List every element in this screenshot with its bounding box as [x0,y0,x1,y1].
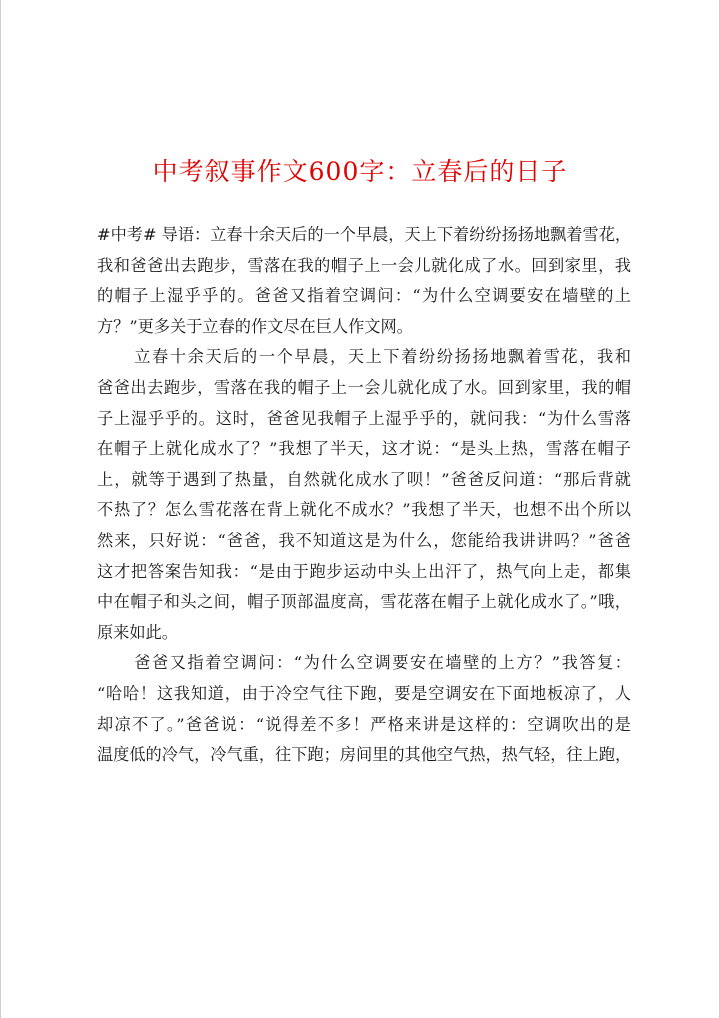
text-line: 却凉不了。”爸爸说：“说得差不多！严格来讲是这样的：空调吹出的是 [97,714,631,734]
text-line: 爸爸又指着空调问：“为什么空调要安在墙壁的上方？”我答复： [134,653,631,673]
document-body [97,220,631,771]
paragraph-snow [97,342,631,648]
text-line: 上，就等于遇到了热量，自然就化成水了呗！”爸爸反问道：“那后背就 [97,469,631,489]
paragraph-aircon [97,648,631,770]
text-line: 方？”更多关于立春的作文尽在巨人作文网。 [97,316,413,336]
text-line: 子上湿乎乎的。这时，爸爸见我帽子上湿乎乎的，就问我：“为什么雪落 [97,408,631,428]
text-line: 不热了？怎么雪花落在背上就化不成水？”我想了半天，也想不出个所以 [97,500,631,520]
text-line: 中在帽子和头之间，帽子顶部温度高，雪花落在帽子上就化成水了。”哦， [97,592,631,612]
text-line: #中考# 导语：立春十余天后的一个早晨，天上下着纷纷扬扬地飘着雪花， [97,225,632,244]
text-line: 温度低的冷气，冷气重，往下跑；房间里的其他空气热，热气轻，往上跑， [97,745,632,765]
text-line: 然来，只好说：“爸爸，我不知道这是为什么，您能给我讲讲吗？”爸爸 [97,530,631,550]
text-line: 在帽子上就化成水了？”我想了半天，这才说：“是头上热，雪落在帽子 [97,439,631,459]
text-line: “哈哈！这我知道，由于冷空气往下跑，要是空调安在下面地板凉了，人 [97,683,631,703]
text-line: 立春十余天后的一个早晨，天上下着纷纷扬扬地飘着雪花，我和 [134,347,631,367]
paragraph-intro [97,220,631,342]
text-line: 这才把答案告知我：“是由于跑步运动中头上出汗了，热气向上走，都集 [97,561,631,581]
text-line: 原来如此。 [97,622,178,642]
text-line: 我和爸爸出去跑步，雪落在我的帽子上一会儿就化成了水。回到家里，我 [97,255,631,275]
text-line: 爸爸出去跑步，雪落在我的帽子上一会儿就化成了水。回到家里，我的帽 [97,377,631,397]
document-title: 中考叙事作文600字：立春后的日子 [152,157,568,186]
text-line: 的帽子上湿乎乎的。爸爸又指着空调问：“为什么空调要安在墙壁的上 [97,286,631,306]
